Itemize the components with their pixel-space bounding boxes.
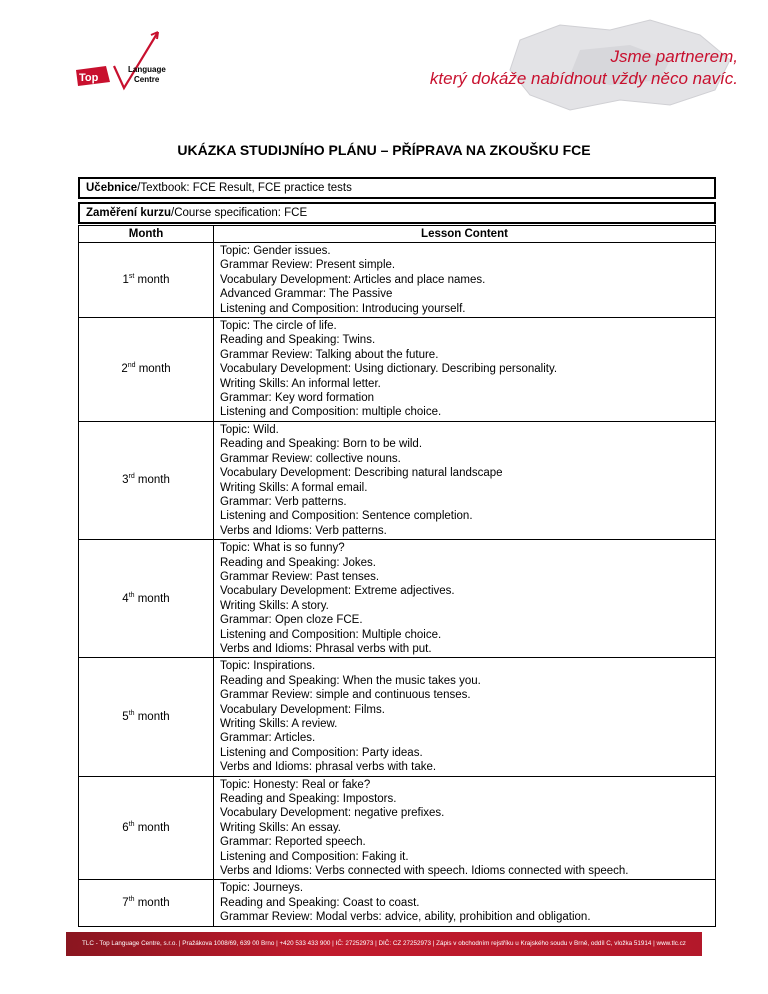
lesson-line: Vocabulary Development: Articles and place names.: [220, 273, 486, 286]
lesson-line: Vocabulary Development: Extreme adjectives.: [220, 585, 455, 598]
month-word: month: [134, 896, 170, 909]
table-row: [79, 776, 716, 880]
page-header: [0, 0, 768, 120]
month-cell: [79, 776, 214, 880]
table-row: [79, 318, 716, 422]
tagline-line-1: Jsme partnerem,: [610, 47, 738, 66]
lesson-line: Writing Skills: An essay.: [220, 821, 342, 834]
lesson-line: Verbs and Idioms: Verbs connected with speech. Idioms connected with speech.: [220, 865, 629, 878]
lesson-line: Vocabulary Development: Using dictionary. Describing personality.: [220, 363, 558, 376]
lesson-line: Topic: Wild.: [220, 423, 279, 436]
logo-language-text: Language: [128, 65, 166, 74]
table-header-row: [79, 226, 716, 243]
month-word: month: [134, 273, 170, 286]
lesson-line: Verbs and Idioms: Verb patterns.: [220, 524, 387, 537]
lesson-line: Vocabulary Development: Describing natural landscape: [220, 467, 503, 480]
table-row: [79, 243, 716, 318]
lesson-line: Writing Skills: A formal email.: [220, 481, 368, 494]
lesson-line: Topic: What is so funny?: [220, 542, 345, 555]
page-title: UKÁZKA STUDIJNÍHO PLÁNU – PŘÍPRAVA NA ZKOUŠKU FCE: [177, 142, 591, 158]
lesson-line: Advanced Grammar: The Passive: [220, 288, 393, 301]
lesson-line: Grammar: Open cloze FCE.: [220, 614, 363, 627]
header-month: Month: [79, 226, 214, 243]
lesson-line: Vocabulary Development: negative prefixes.: [220, 807, 445, 820]
month-number: 2: [121, 363, 128, 376]
lesson-line: Listening and Composition: Faking it.: [220, 850, 409, 863]
tagline: [430, 46, 738, 90]
lesson-line: Grammar Review: collective nouns.: [220, 452, 401, 465]
month-number: 5: [122, 710, 129, 723]
lesson-line: Listening and Composition: multiple choice.: [220, 406, 442, 419]
logo-centre-text: Centre: [134, 75, 160, 84]
lesson-line: Grammar: Reported speech.: [220, 836, 366, 849]
month-number: 7: [122, 896, 129, 909]
month-ordinal-suffix: rd: [128, 473, 135, 481]
lesson-line: Reading and Speaking: Twins.: [220, 334, 376, 347]
month-cell: [79, 243, 214, 318]
lesson-line: Grammar: Articles.: [220, 732, 316, 745]
lesson-line: Listening and Composition: Sentence completion.: [220, 510, 473, 523]
month-word: month: [135, 363, 171, 376]
lesson-line: Writing Skills: An informal letter.: [220, 377, 381, 390]
lesson-content-cell: [214, 540, 716, 658]
top-language-centre-logo: [66, 26, 216, 106]
lesson-content-cell: [214, 880, 716, 926]
textbook-box: [78, 177, 716, 199]
course-value: /Course specification: FCE: [171, 207, 308, 219]
lesson-line: Writing Skills: A story.: [220, 599, 329, 612]
month-number: 6: [122, 821, 129, 834]
month-cell: [79, 880, 214, 926]
month-word: month: [134, 821, 170, 834]
month-number: 1: [122, 273, 129, 286]
lesson-line: Grammar Review: Past tenses.: [220, 570, 380, 583]
lesson-line: Reading and Speaking: Born to be wild.: [220, 438, 423, 451]
lesson-content-cell: [214, 421, 716, 539]
course-label: Zaměření kurzu: [86, 207, 171, 219]
lesson-line: Grammar Review: Talking about the future.: [220, 348, 439, 361]
textbook-label: Učebnice: [86, 182, 138, 194]
lesson-line: Reading and Speaking: When the music takes you.: [220, 674, 481, 687]
month-ordinal-suffix: th: [128, 709, 135, 717]
lesson-line: Listening and Composition: Introducing yourself.: [220, 302, 466, 315]
lesson-line: Vocabulary Development: Films.: [220, 703, 385, 716]
lesson-line: Topic: The circle of life.: [220, 320, 337, 333]
tagline-line-2: který dokáže nabídnout vždy něco navíc.: [429, 69, 738, 88]
month-ordinal-suffix: st: [128, 272, 135, 280]
month-cell: [79, 421, 214, 539]
month-word: month: [134, 710, 170, 723]
month-number: 3: [122, 474, 129, 487]
month-cell: [79, 540, 214, 658]
lesson-line: Verbs and Idioms: phrasal verbs with take.: [220, 761, 437, 774]
lesson-line: Topic: Gender issues.: [220, 245, 331, 257]
month-cell: [79, 318, 214, 422]
month-number: 4: [122, 592, 129, 605]
month-word: month: [134, 474, 170, 487]
lesson-line: Grammar: Verb patterns.: [220, 495, 347, 508]
month-ordinal-suffix: th: [128, 896, 135, 904]
course-box: [78, 202, 716, 224]
lesson-line: Reading and Speaking: Coast to coast.: [220, 896, 420, 909]
table-row: [79, 421, 716, 539]
lesson-line: Topic: Inspirations.: [220, 660, 316, 673]
lesson-line: Listening and Composition: Multiple choice.: [220, 628, 442, 641]
month-cell: [79, 658, 214, 776]
lesson-content-cell: [214, 776, 716, 880]
lesson-line: Grammar Review: Present simple.: [220, 259, 396, 272]
lesson-line: Grammar Review: Modal verbs: advice, ability, prohibition and obligation.: [220, 911, 591, 924]
lesson-line: Grammar Review: simple and continuous tenses.: [220, 689, 471, 702]
logo-top-text: Top: [79, 72, 99, 84]
lesson-line: Topic: Journeys.: [220, 882, 304, 895]
table-row: [79, 540, 716, 658]
lesson-line: Reading and Speaking: Impostors.: [220, 793, 397, 806]
lesson-content-cell: [214, 658, 716, 776]
header-lesson-content: Lesson Content: [214, 226, 716, 243]
month-ordinal-suffix: th: [128, 591, 135, 599]
table-row: [79, 880, 716, 926]
footer-bar: TLC - Top Language Centre, s.r.o. | Pražákova 1008/69, 639 00 Brno | +420 533 433 900 | IČ: 27252973 | DIČ: CZ 27252973 | Zápis v obchodním rejstříku u Krajského soudu v Brně, oddíl C, vložka 51914 | www.tlc.cz: [66, 932, 702, 956]
lesson-content-cell: [214, 243, 716, 318]
lesson-line: Grammar: Key word formation: [220, 392, 375, 405]
lesson-content-cell: [214, 318, 716, 422]
study-plan-table: [78, 225, 716, 927]
month-ordinal-suffix: th: [128, 821, 135, 829]
lesson-line: Reading and Speaking: Jokes.: [220, 556, 376, 569]
month-ordinal-suffix: nd: [127, 362, 136, 370]
lesson-line: Topic: Honesty: Real or fake?: [220, 778, 371, 791]
lesson-line: Verbs and Idioms: Phrasal verbs with put.: [220, 642, 432, 655]
lesson-line: Listening and Composition: Party ideas.: [220, 746, 423, 759]
lesson-line: Writing Skills: A review.: [220, 718, 338, 730]
textbook-value: /Textbook: FCE Result, FCE practice tests: [137, 182, 352, 194]
table-row: [79, 658, 716, 776]
month-word: month: [134, 592, 170, 605]
